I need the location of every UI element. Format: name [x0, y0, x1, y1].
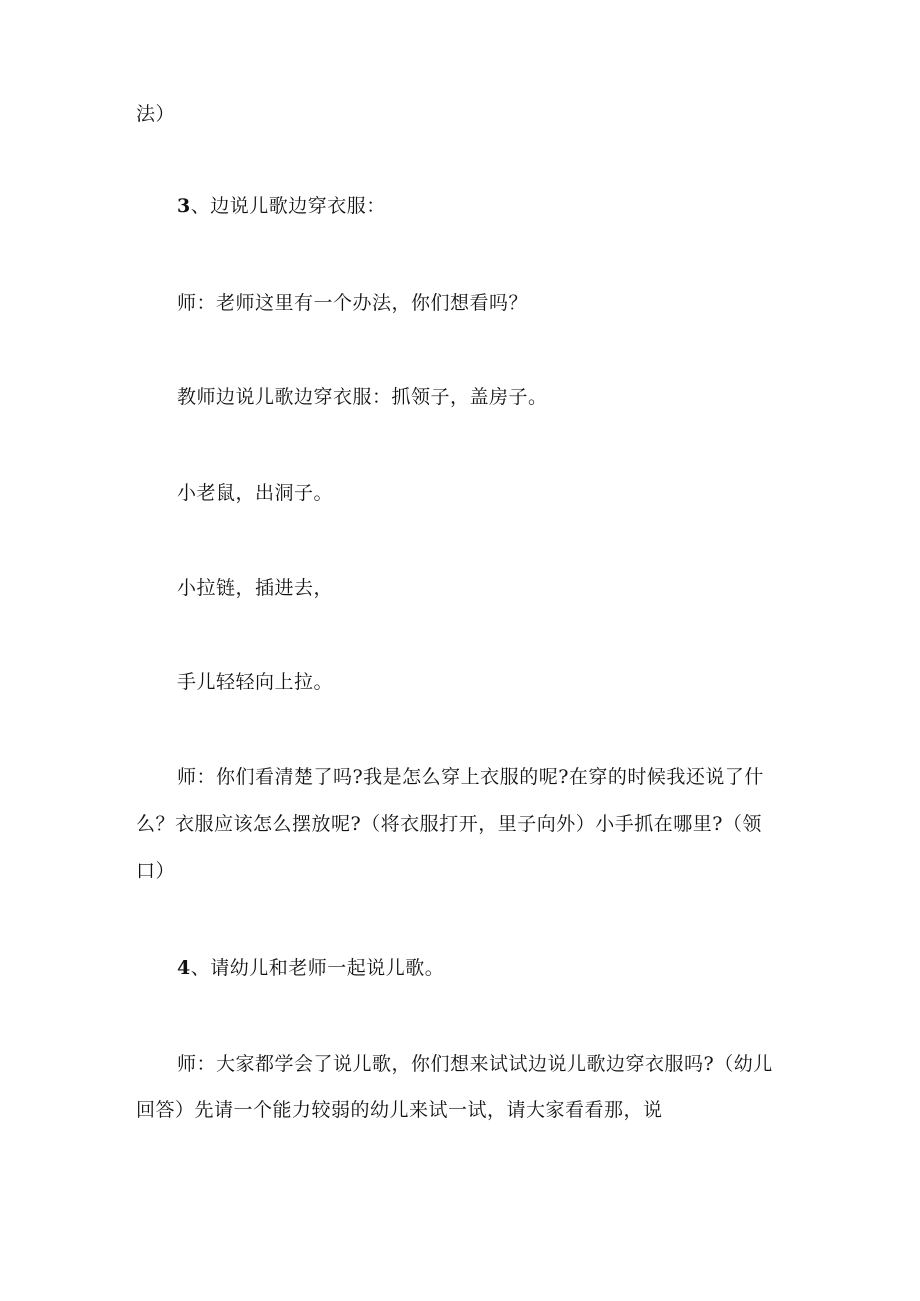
line-text: 法）: [136, 103, 176, 125]
paragraph-line: [136, 1097, 663, 1123]
line-text: 教师边说儿歌边穿衣服：抓领子，盖房子。: [177, 386, 548, 408]
line-text: 回答）先请一个能力较弱的幼儿来试一试，请大家看看那，说: [136, 1099, 663, 1121]
paragraph: [177, 290, 528, 316]
paragraph-first-line: [177, 1051, 773, 1077]
rhyme-line: [177, 480, 333, 506]
paragraph: [177, 384, 548, 410]
line-text: 师：你们看清楚了吗?我是怎么穿上衣服的呢?在穿的时候我还说了什: [177, 766, 764, 788]
paragraph-line: [136, 811, 762, 837]
line-text: 手儿轻轻向上拉。: [177, 671, 334, 693]
rhyme-line: [177, 575, 333, 601]
rhyme-line: [177, 669, 333, 695]
line-text: 小拉链，插进去，: [177, 577, 334, 599]
section-heading-4: [177, 955, 444, 981]
line-text: 师：大家都学会了说儿歌，你们想来试试边说儿歌边穿衣服吗?（幼儿: [177, 1053, 773, 1075]
paragraph-line: [136, 858, 175, 884]
section-title: 、请幼儿和老师一起说儿歌。: [190, 957, 445, 979]
section-number: 4: [177, 957, 191, 979]
paragraph-continuation: [136, 101, 175, 127]
line-text: 么？衣服应该怎么摆放呢?（将衣服打开，里子向外）小手抓在哪里?（领: [136, 813, 762, 835]
section-title: 、边说儿歌边穿衣服：: [190, 195, 386, 217]
section-heading-3: [177, 193, 386, 219]
line-text: 师：老师这里有一个办法，你们想看吗？: [177, 292, 529, 314]
paragraph-first-line: [177, 764, 764, 790]
section-number: 3: [177, 195, 191, 217]
line-text: 小老鼠，出洞子。: [177, 482, 334, 504]
line-text: 口）: [136, 860, 176, 882]
